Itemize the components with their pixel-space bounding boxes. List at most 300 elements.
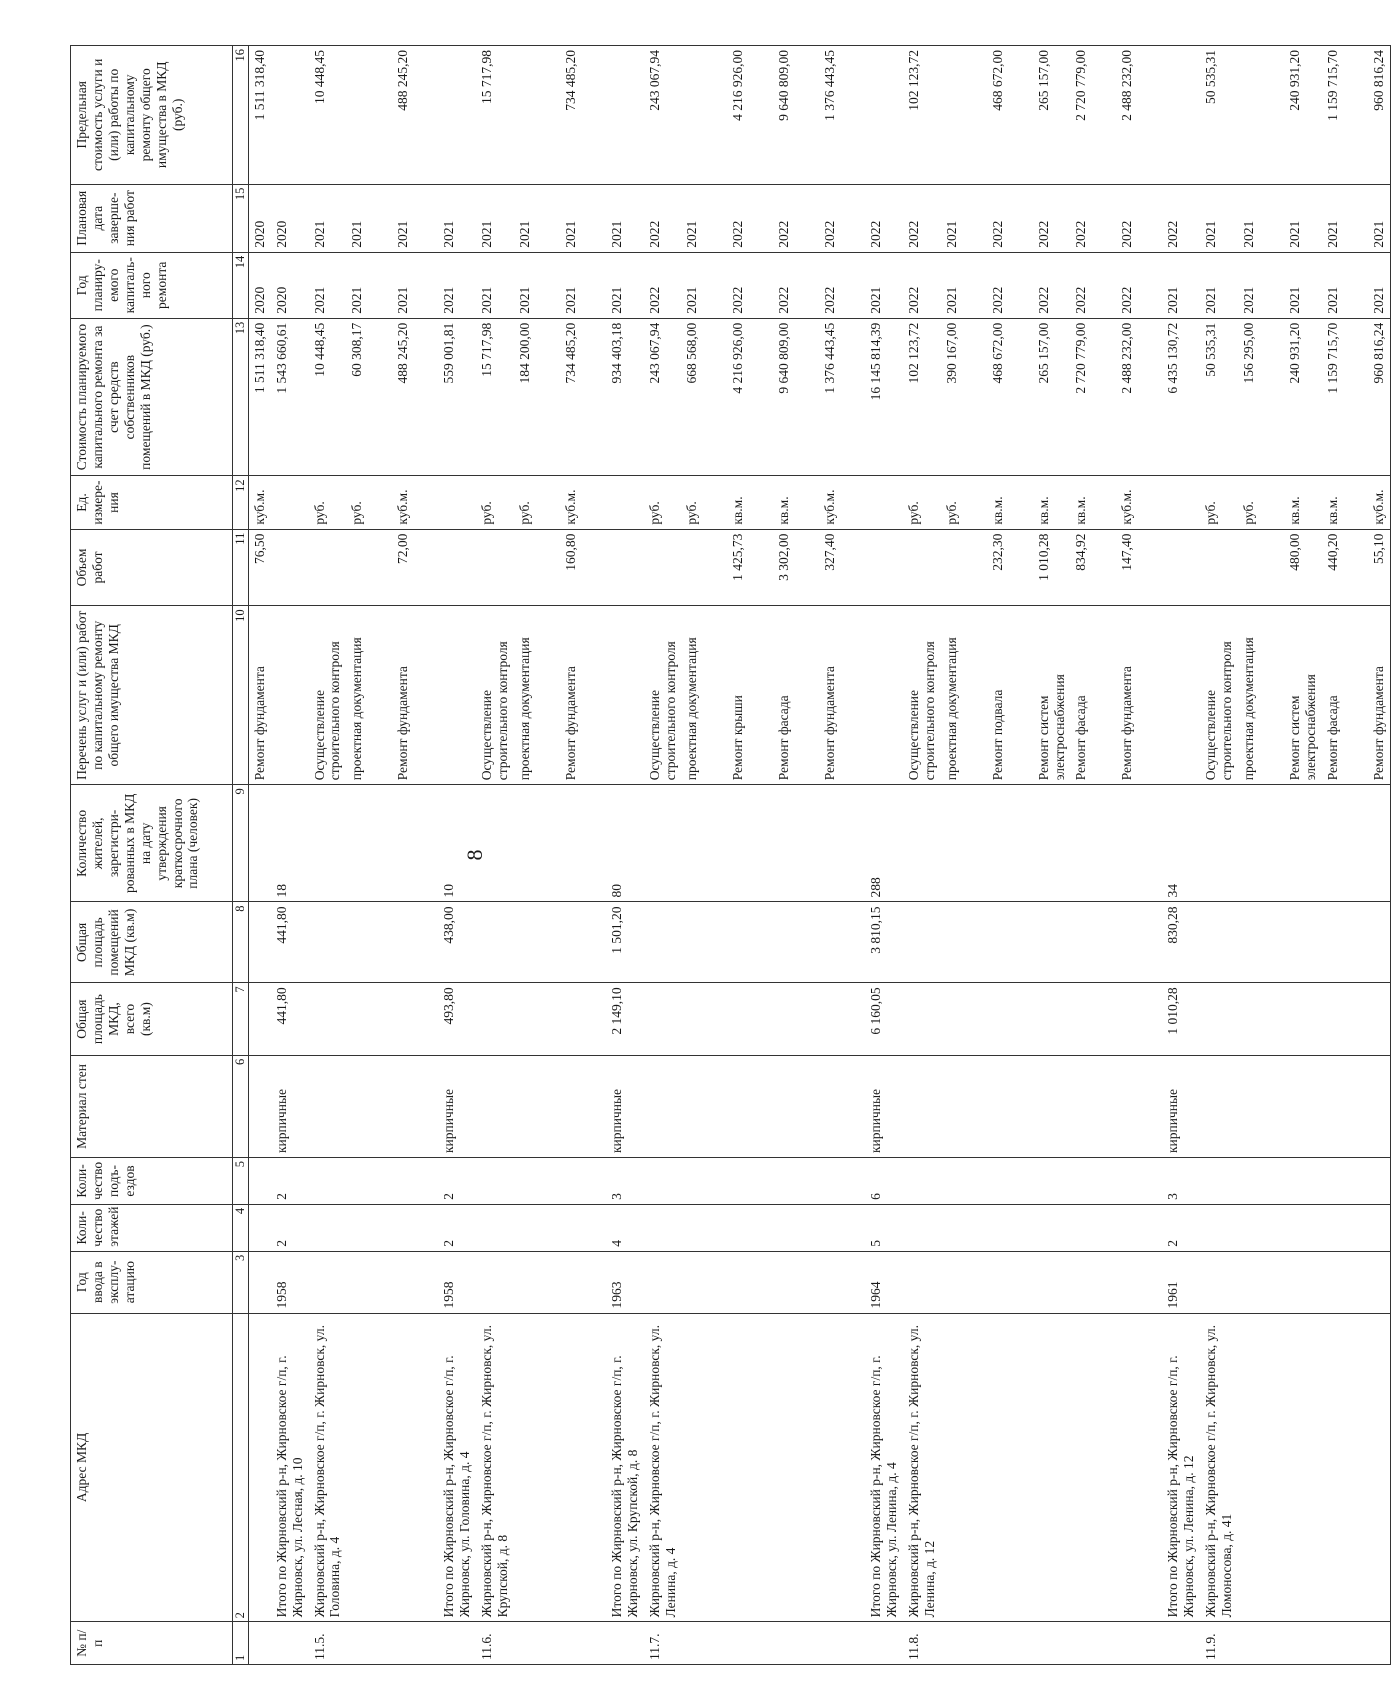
- empty-cell: [1009, 46, 1033, 185]
- empty-cell: [795, 606, 819, 785]
- floors-cell: [392, 1204, 414, 1251]
- residents-cell: 34: [1162, 785, 1200, 902]
- unit-cell: руб.: [476, 476, 514, 529]
- limit-cost-cell: 240 931,20: [1284, 46, 1322, 185]
- empty-cell: [582, 252, 606, 318]
- address-cell: Итого по Жирновский р-н, Жирновское г/п, г. Жирновск, ул. Крупской, д. 8: [606, 1313, 644, 1622]
- row-number: 11.8.: [903, 1622, 941, 1665]
- work-type-cell: проектная документация: [346, 606, 368, 785]
- repair-year-cell: 2021: [514, 252, 536, 318]
- empty-cell: [1138, 252, 1162, 318]
- completion-date-cell: 2022: [1033, 184, 1071, 252]
- wall-material-cell: кирпичные: [271, 1055, 309, 1157]
- total-area-cell: [1070, 983, 1092, 1055]
- house-row: [903, 46, 941, 1665]
- address-cell: Итого по Жирновский р-н, Жирновское г/п, г. Жирновск, ул. Лесная, д. 10: [271, 1313, 309, 1622]
- row-number: 11.5.: [309, 1622, 347, 1665]
- work-type-cell: [438, 606, 476, 785]
- empty-cell: [841, 1251, 865, 1313]
- empty-cell: [368, 476, 392, 529]
- limit-cost-cell: 2 488 232,00: [1116, 46, 1138, 185]
- work-row: [560, 46, 582, 1665]
- empty-cell: [1260, 1622, 1284, 1665]
- column-number-8: 8: [233, 902, 249, 983]
- column-header-12: Ед. измере-ния: [71, 476, 233, 529]
- limit-cost-cell: 1 159 715,70: [1322, 46, 1344, 185]
- column-header-7: Общая площадь МКД, всего (кв.м): [71, 983, 233, 1055]
- wall-material-cell: [248, 1055, 270, 1157]
- work-type-cell: Осуществление строительного контроля: [903, 606, 941, 785]
- row-number: [606, 1622, 644, 1665]
- rooms-area-cell: [903, 902, 941, 983]
- work-row: [392, 46, 414, 1665]
- address-cell: [1368, 1313, 1390, 1622]
- year-built-cell: [1368, 1251, 1390, 1313]
- floors-cell: 5: [865, 1204, 903, 1251]
- column-number-9: 9: [233, 785, 249, 902]
- empty-cell: [1260, 902, 1284, 983]
- empty-cell: [582, 318, 606, 476]
- unit-cell: куб.м.: [560, 476, 582, 529]
- work-volume-cell: [903, 529, 941, 606]
- empty-cell: [414, 476, 438, 529]
- empty-cell: [536, 785, 560, 902]
- work-volume-cell: 1 010,28: [1033, 529, 1071, 606]
- empty-cell: [1260, 476, 1284, 529]
- rooms-area-cell: [346, 902, 368, 983]
- entrances-cell: [681, 1158, 703, 1205]
- wall-material-cell: [1116, 1055, 1138, 1157]
- empty-cell: [1344, 529, 1368, 606]
- wall-material-cell: [1322, 1055, 1344, 1157]
- entrances-cell: [1033, 1158, 1071, 1205]
- unit-cell: руб.: [644, 476, 682, 529]
- empty-cell: [414, 252, 438, 318]
- empty-cell: [795, 1251, 819, 1313]
- work-volume-cell: 3 302,00: [773, 529, 795, 606]
- empty-cell: [795, 184, 819, 252]
- residents-cell: [1070, 785, 1092, 902]
- empty-cell: [1138, 318, 1162, 476]
- residents-cell: [476, 785, 514, 902]
- empty-cell: [1009, 252, 1033, 318]
- address-cell: Итого по Жирновский р-н, Жирновское г/п, г. Жирновск, ул. Ленина, д. 4: [865, 1313, 903, 1622]
- header-row: [71, 46, 233, 1665]
- total-row: [438, 46, 476, 1665]
- entrances-cell: [1322, 1158, 1344, 1205]
- empty-cell: [1260, 46, 1284, 185]
- address-cell: [1116, 1313, 1138, 1622]
- floors-cell: [1116, 1204, 1138, 1251]
- wall-material-cell: [392, 1055, 414, 1157]
- empty-cell: [536, 1313, 560, 1622]
- limit-cost-cell: 265 157,00: [1033, 46, 1071, 185]
- limit-cost-cell: [271, 46, 309, 185]
- cost-cell: 102 123,72: [903, 318, 941, 476]
- repair-year-cell: 2021: [346, 252, 368, 318]
- residents-cell: 80: [606, 785, 644, 902]
- rooms-area-cell: [1033, 902, 1071, 983]
- rooms-area-cell: 830,28: [1162, 902, 1200, 983]
- empty-cell: [1009, 318, 1033, 476]
- total-area-cell: [1238, 983, 1260, 1055]
- empty-cell: [414, 1313, 438, 1622]
- limit-cost-cell: 15 717,98: [476, 46, 514, 185]
- column-number-row: [233, 46, 249, 1665]
- work-volume-cell: [865, 529, 903, 606]
- spacer-row: [963, 46, 987, 1665]
- total-area-cell: [248, 983, 270, 1055]
- empty-cell: [582, 184, 606, 252]
- completion-date-cell: 2021: [346, 184, 368, 252]
- empty-cell: [1344, 1313, 1368, 1622]
- year-built-cell: [727, 1251, 749, 1313]
- column-header-15: Плановая дата заверше-ния работ: [71, 184, 233, 252]
- year-built-cell: 1961: [1162, 1251, 1200, 1313]
- row-number: [1070, 1622, 1092, 1665]
- cost-cell: 488 245,20: [392, 318, 414, 476]
- total-area-cell: 441,80: [271, 983, 309, 1055]
- work-volume-cell: [644, 529, 682, 606]
- empty-cell: [1260, 1158, 1284, 1205]
- entrances-cell: [392, 1158, 414, 1205]
- address-cell: [681, 1313, 703, 1622]
- empty-cell: [841, 606, 865, 785]
- work-row: [1368, 46, 1390, 1665]
- empty-cell: [749, 184, 773, 252]
- year-built-cell: 1964: [865, 1251, 903, 1313]
- address-cell: [1284, 1313, 1322, 1622]
- work-type-cell: Ремонт фундамента: [560, 606, 582, 785]
- floors-cell: [1033, 1204, 1071, 1251]
- empty-cell: [1009, 785, 1033, 902]
- empty-cell: [536, 184, 560, 252]
- empty-cell: [1138, 476, 1162, 529]
- entrances-cell: 3: [606, 1158, 644, 1205]
- empty-cell: [1092, 184, 1116, 252]
- work-volume-cell: 834,92: [1070, 529, 1092, 606]
- work-volume-cell: [1162, 529, 1200, 606]
- empty-cell: [703, 252, 727, 318]
- work-volume-cell: 76,50: [248, 529, 270, 606]
- entrances-cell: [346, 1158, 368, 1205]
- unit-cell: [865, 476, 903, 529]
- repair-year-cell: 2022: [903, 252, 941, 318]
- column-header-2: Адрес МКД: [71, 1313, 233, 1622]
- entrances-cell: [941, 1158, 963, 1205]
- empty-cell: [368, 983, 392, 1055]
- empty-cell: [536, 1158, 560, 1205]
- work-volume-cell: [681, 529, 703, 606]
- row-number: [392, 1622, 414, 1665]
- empty-cell: [582, 983, 606, 1055]
- work-row: [514, 46, 536, 1665]
- cost-cell: 468 672,00: [987, 318, 1009, 476]
- cost-cell: 243 067,94: [644, 318, 682, 476]
- empty-cell: [963, 529, 987, 606]
- empty-cell: [963, 1158, 987, 1205]
- work-type-cell: Ремонт фасада: [1322, 606, 1344, 785]
- column-header-4: Коли-чество этажей: [71, 1204, 233, 1251]
- year-built-cell: [1116, 1251, 1138, 1313]
- address-cell: [727, 1313, 749, 1622]
- empty-cell: [795, 252, 819, 318]
- empty-cell: [749, 318, 773, 476]
- work-type-cell: Осуществление строительного контроля: [476, 606, 514, 785]
- empty-cell: [1344, 1251, 1368, 1313]
- residents-cell: [727, 785, 749, 902]
- empty-cell: [1138, 785, 1162, 902]
- column-header-11: Объем работ: [71, 529, 233, 606]
- address-cell: [773, 1313, 795, 1622]
- rooms-area-cell: [1322, 902, 1344, 983]
- wall-material-cell: [1238, 1055, 1260, 1157]
- completion-date-cell: 2021: [1322, 184, 1344, 252]
- capital-repair-plan-table: [70, 45, 1391, 1665]
- empty-cell: [795, 1055, 819, 1157]
- empty-cell: [749, 902, 773, 983]
- address-cell: Итого по Жирновский р-н, Жирновское г/п, г. Жирновск, ул. Ленина, д. 12: [1162, 1313, 1200, 1622]
- work-type-cell: [1162, 606, 1200, 785]
- empty-cell: [414, 46, 438, 185]
- empty-cell: [414, 1622, 438, 1665]
- cost-cell: 265 157,00: [1033, 318, 1071, 476]
- empty-cell: [1092, 1204, 1116, 1251]
- completion-date-cell: 2020: [248, 184, 270, 252]
- row-number: [248, 1622, 270, 1665]
- cost-cell: 240 931,20: [1284, 318, 1322, 476]
- rooms-area-cell: [1238, 902, 1260, 983]
- cost-cell: 16 145 814,39: [865, 318, 903, 476]
- empty-cell: [414, 318, 438, 476]
- empty-cell: [749, 529, 773, 606]
- empty-cell: [703, 476, 727, 529]
- wall-material-cell: [1284, 1055, 1322, 1157]
- empty-cell: [536, 1251, 560, 1313]
- column-header-3: Год ввода в эксплу-атацию: [71, 1251, 233, 1313]
- empty-cell: [703, 1204, 727, 1251]
- empty-cell: [795, 1158, 819, 1205]
- empty-cell: [414, 529, 438, 606]
- empty-cell: [841, 1204, 865, 1251]
- address-cell: Жирновский р-н, Жирновское г/п, г. Жирновск, ул. Ленина, д. 4: [644, 1313, 682, 1622]
- limit-cost-cell: [606, 46, 644, 185]
- rooms-area-cell: [1116, 902, 1138, 983]
- empty-cell: [795, 529, 819, 606]
- cost-cell: 960 816,24: [1368, 318, 1390, 476]
- empty-cell: [963, 1622, 987, 1665]
- total-area-cell: [346, 983, 368, 1055]
- total-area-cell: [987, 983, 1009, 1055]
- wall-material-cell: [476, 1055, 514, 1157]
- empty-cell: [749, 476, 773, 529]
- address-cell: [346, 1313, 368, 1622]
- spacer-row: [536, 46, 560, 1665]
- column-number-10: 10: [233, 606, 249, 785]
- work-volume-cell: 232,30: [987, 529, 1009, 606]
- entrances-cell: 6: [865, 1158, 903, 1205]
- empty-cell: [368, 1158, 392, 1205]
- empty-cell: [841, 902, 865, 983]
- address-cell: [1033, 1313, 1071, 1622]
- row-number: [438, 1622, 476, 1665]
- unit-cell: [1162, 476, 1200, 529]
- empty-cell: [1138, 1251, 1162, 1313]
- year-built-cell: [514, 1251, 536, 1313]
- residents-cell: [392, 785, 414, 902]
- limit-cost-cell: [438, 46, 476, 185]
- rooms-area-cell: [941, 902, 963, 983]
- rooms-area-cell: 438,00: [438, 902, 476, 983]
- empty-cell: [536, 1055, 560, 1157]
- work-row: [1070, 46, 1092, 1665]
- rooms-area-cell: 1 501,20: [606, 902, 644, 983]
- repair-year-cell: 2021: [865, 252, 903, 318]
- total-area-cell: [392, 983, 414, 1055]
- rooms-area-cell: [560, 902, 582, 983]
- rooms-area-cell: [644, 902, 682, 983]
- limit-cost-cell: 1 511 318,40: [248, 46, 270, 185]
- column-number-2: 2: [233, 1313, 249, 1622]
- unit-cell: [606, 476, 644, 529]
- year-built-cell: [1070, 1251, 1092, 1313]
- year-built-cell: [1322, 1251, 1344, 1313]
- column-header-13: Стоимость планируемого капитального ремонта за счет средств собственников помещений в МКД (руб.): [71, 318, 233, 476]
- rooms-area-cell: [1368, 902, 1390, 983]
- empty-cell: [1092, 1158, 1116, 1205]
- unit-cell: кв.м.: [987, 476, 1009, 529]
- empty-cell: [795, 1622, 819, 1665]
- empty-cell: [368, 902, 392, 983]
- completion-date-cell: 2021: [438, 184, 476, 252]
- empty-cell: [536, 252, 560, 318]
- empty-cell: [963, 785, 987, 902]
- empty-cell: [1260, 252, 1284, 318]
- repair-year-cell: 2021: [941, 252, 963, 318]
- completion-date-cell: 2021: [941, 184, 963, 252]
- work-volume-cell: [438, 529, 476, 606]
- work-row: [819, 46, 841, 1665]
- empty-cell: [963, 1313, 987, 1622]
- empty-cell: [841, 1622, 865, 1665]
- wall-material-cell: [941, 1055, 963, 1157]
- total-area-cell: [819, 983, 841, 1055]
- total-area-cell: [560, 983, 582, 1055]
- entrances-cell: [309, 1158, 347, 1205]
- empty-cell: [795, 46, 819, 185]
- repair-year-cell: 2021: [1162, 252, 1200, 318]
- wall-material-cell: [1200, 1055, 1238, 1157]
- spacer-row: [841, 46, 865, 1665]
- work-type-cell: Ремонт фундамента: [392, 606, 414, 785]
- residents-cell: [1116, 785, 1138, 902]
- total-area-cell: 1 010,28: [1162, 983, 1200, 1055]
- wall-material-cell: [727, 1055, 749, 1157]
- empty-cell: [1344, 252, 1368, 318]
- address-cell: [941, 1313, 963, 1622]
- empty-cell: [841, 1055, 865, 1157]
- wall-material-cell: [560, 1055, 582, 1157]
- row-number: 11.7.: [644, 1622, 682, 1665]
- unit-cell: куб.м.: [819, 476, 841, 529]
- wall-material-cell: [987, 1055, 1009, 1157]
- completion-date-cell: 2022: [987, 184, 1009, 252]
- work-volume-cell: 480,00: [1284, 529, 1322, 606]
- address-cell: [1238, 1313, 1260, 1622]
- empty-cell: [368, 606, 392, 785]
- empty-cell: [1138, 1204, 1162, 1251]
- repair-year-cell: 2021: [1284, 252, 1322, 318]
- empty-cell: [368, 1204, 392, 1251]
- row-number: [560, 1622, 582, 1665]
- cost-cell: 1 376 443,45: [819, 318, 841, 476]
- year-built-cell: [1200, 1251, 1238, 1313]
- address-cell: Жирновский р-н, Жирновское г/п, г. Жирновск, ул. Ленина, д. 12: [903, 1313, 941, 1622]
- residents-cell: 288: [865, 785, 903, 902]
- work-volume-cell: 440,20: [1322, 529, 1344, 606]
- empty-cell: [963, 476, 987, 529]
- entrances-cell: [773, 1158, 795, 1205]
- address-cell: Жирновский р-н, Жирновское г/п, г. Жирновск, ул. Головина, д. 4: [309, 1313, 347, 1622]
- empty-cell: [582, 1158, 606, 1205]
- entrances-cell: [1284, 1158, 1322, 1205]
- floors-cell: [941, 1204, 963, 1251]
- limit-cost-cell: 243 067,94: [644, 46, 682, 185]
- address-cell: [514, 1313, 536, 1622]
- empty-cell: [841, 1158, 865, 1205]
- residents-cell: [1284, 785, 1322, 902]
- year-built-cell: [346, 1251, 368, 1313]
- row-number: [941, 1622, 963, 1665]
- empty-cell: [749, 252, 773, 318]
- work-volume-cell: 72,00: [392, 529, 414, 606]
- completion-date-cell: 2022: [903, 184, 941, 252]
- total-area-cell: [941, 983, 963, 1055]
- empty-cell: [1138, 529, 1162, 606]
- year-built-cell: [773, 1251, 795, 1313]
- spacer-row: [582, 46, 606, 1665]
- year-built-cell: 1963: [606, 1251, 644, 1313]
- empty-cell: [1260, 318, 1284, 476]
- row-number: [773, 1622, 795, 1665]
- total-area-cell: [476, 983, 514, 1055]
- entrances-cell: [1368, 1158, 1390, 1205]
- empty-cell: [841, 318, 865, 476]
- cost-cell: 734 485,20: [560, 318, 582, 476]
- total-row: [271, 46, 309, 1665]
- empty-cell: [536, 529, 560, 606]
- work-volume-cell: [476, 529, 514, 606]
- repair-year-cell: 2021: [1368, 252, 1390, 318]
- empty-cell: [1260, 983, 1284, 1055]
- empty-cell: [703, 902, 727, 983]
- empty-cell: [1344, 1055, 1368, 1157]
- column-number-12: 12: [233, 476, 249, 529]
- column-header-5: Коли-чество подъ-ездов: [71, 1158, 233, 1205]
- rooms-area-cell: [514, 902, 536, 983]
- floors-cell: [1284, 1204, 1322, 1251]
- empty-cell: [841, 476, 865, 529]
- empty-cell: [582, 1251, 606, 1313]
- empty-cell: [1092, 1313, 1116, 1622]
- limit-cost-cell: [1162, 46, 1200, 185]
- empty-cell: [582, 1313, 606, 1622]
- total-area-cell: [1116, 983, 1138, 1055]
- column-number-6: 6: [233, 1055, 249, 1157]
- completion-date-cell: 2022: [865, 184, 903, 252]
- total-area-cell: 2 149,10: [606, 983, 644, 1055]
- floors-cell: [248, 1204, 270, 1251]
